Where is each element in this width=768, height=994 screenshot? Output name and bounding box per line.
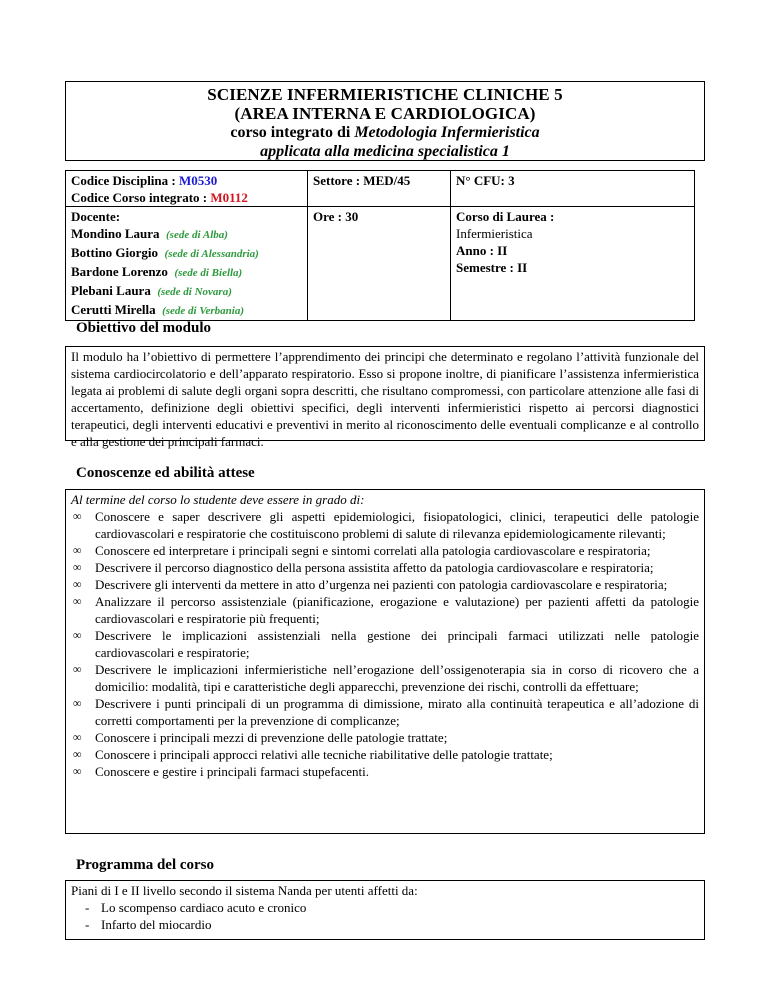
programma-box — [65, 880, 705, 940]
infinity-bullet-icon: ∞ — [73, 662, 82, 676]
programma-intro: Piani di I e II livello secondo il sistema Nanda per utenti affetti da: — [71, 883, 418, 898]
infinity-bullet-icon: ∞ — [73, 560, 82, 574]
course-integrated-line — [66, 123, 704, 142]
infinity-bullet-icon: ∞ — [73, 747, 82, 761]
conoscenze-intro: Al termine del corso lo studente deve essere in grado di: — [71, 492, 365, 507]
list-item: - Lo scompenso cardiaco acuto e cronico — [85, 900, 307, 915]
docente-row: Plebani Laura (sede di Novara) — [71, 283, 232, 298]
list-item: - Infarto del miocardio — [85, 917, 212, 932]
cfu-cell: N° CFU: 3 — [451, 171, 695, 207]
conoscenze-box — [65, 489, 705, 834]
conoscenze-list — [71, 508, 699, 780]
docente-row: Bardone Lorenzo (sede di Biella) — [71, 264, 243, 279]
docente-row: Mondino Laura (sede di Alba) — [71, 226, 228, 241]
docente-row: Bottino Giorgio (sede di Alessandria) — [71, 245, 259, 260]
codici-cell — [66, 171, 308, 207]
programma-heading: Programma del corso — [76, 857, 215, 873]
programma-list — [71, 899, 699, 933]
docente-row: Cerutti Mirella (sede di Verbania) — [71, 302, 244, 317]
codice-disciplina: Codice Disciplina : M0530 — [71, 173, 218, 188]
obiettivo-box — [65, 346, 705, 449]
list-item: ∞ Conoscere ed interpretare i principali segni e sintomi correlati alla patologia cardiovascolare e respiratoria; — [73, 543, 651, 558]
dash-bullet-icon: - — [85, 900, 90, 915]
course-integrated-prefix: corso integrato di — [230, 124, 355, 141]
dash-bullet-icon: - — [85, 917, 90, 932]
list-item: ∞ Descrivere i punti principali di un programma di dimissione, mirato alla continuità terapeutica e all’adozione di corretti comportamenti per la prevenzione di complicanze; — [73, 696, 699, 728]
codice-corso: Codice Corso integrato : M0112 — [71, 190, 248, 205]
anno: Anno : II — [456, 243, 508, 258]
codice-corso-value: M0112 — [210, 190, 248, 205]
list-item: ∞ Descrivere il percorso diagnostico della persona assistita affetto da patologia cardiovascolare e respiratoria; — [73, 560, 654, 575]
ore-cell: Ore : 30 — [308, 207, 451, 321]
infinity-bullet-icon: ∞ — [73, 509, 82, 523]
docente-label: Docente: — [71, 209, 121, 224]
list-item: ∞ Descrivere gli interventi da mettere in atto d’urgenza nei pazienti con patologia cardiovascolare e respiratoria; — [73, 577, 668, 592]
codice-disciplina-value: M0530 — [178, 173, 218, 188]
list-item: ∞ Descrivere le implicazioni assistenziali nella gestione dei principali farmaci utilizzati nelle patologie cardiovascolari e respiratorie; — [73, 628, 699, 660]
settore-cell: Settore : MED/45 — [308, 171, 451, 207]
obiettivo-heading: Obiettivo del modulo — [76, 320, 212, 336]
list-item: ∞ Conoscere i principali approcci relativi alle tecniche riabilitative delle patologie trattate; — [73, 747, 553, 762]
semestre: Semestre : II — [456, 260, 528, 275]
list-item: ∞ Conoscere e saper descrivere gli aspetti epidemiologici, fisiopatologici, clinici, terapeutici delle patologie cardiovascolari e respiratorie che costituiscono problemi di salute di rilevanza epidemiologicamente rilevanti; — [73, 509, 699, 541]
infinity-bullet-icon: ∞ — [73, 764, 82, 778]
list-item: ∞ Descrivere le implicazioni infermieristiche nell’erogazione dell’ossigenoterapia sia in corso di ricovero che a domicilio: modalità, tipi e caratteristiche degli apparecchi, prevenzione dei rischi, controlli da effettuare; — [73, 662, 699, 694]
info-table — [65, 170, 695, 321]
list-item: ∞ Analizzare il percorso assistenziale (pianificazione, erogazione e valutazione) per pazienti affetti da patologie cardiovascolari e respiratorie più frequenti; — [73, 594, 699, 626]
infinity-bullet-icon: ∞ — [73, 730, 82, 744]
infinity-bullet-icon: ∞ — [73, 594, 82, 608]
course-area: (AREA INTERNA E CARDIOLOGICA) — [234, 104, 536, 123]
list-item: ∞ Conoscere i principali mezzi di prevenzione delle patologie trattate; — [73, 730, 448, 745]
infinity-bullet-icon: ∞ — [73, 628, 82, 642]
corso-value: Infermieristica — [456, 226, 533, 241]
docenti-cell — [66, 207, 308, 321]
title-box — [65, 81, 705, 161]
infinity-bullet-icon: ∞ — [73, 696, 82, 710]
corso-cell — [451, 207, 695, 321]
obiettivo-text: Il modulo ha l’obiettivo di permettere l’apprendimento dei principi che determinato e regolano l’attività funzionale del sistema cardiocircolatorio e dell’apparato respiratorio. Esso si propone inoltre, di pianificare l’assistenza infermieristica legata ai problemi di salute degli organi sopra descritti, che risultano compromessi, con particolare attenzione alle fasi di accertamento, definizione degli obiettivi specifici, degli interventi infermieristici rispetto ai percorsi diagnostici terapeutici, degli interventi educativi e preventivi in merito al riconoscimento delle eventuali complicanze e al controllo e alla gestione dei principali farmaci. — [71, 349, 699, 449]
list-item: ∞ Conoscere e gestire i principali farmaci stupefacenti. — [73, 764, 369, 779]
course-integrated-subtitle: applicata alla medicina specialistica 1 — [260, 143, 510, 160]
course-title: SCIENZE INFERMIERISTICHE CLINICHE 5 — [207, 85, 563, 104]
course-integrated-name: Metodologia Infermieristica — [354, 124, 540, 141]
infinity-bullet-icon: ∞ — [73, 543, 82, 557]
infinity-bullet-icon: ∞ — [73, 577, 82, 591]
conoscenze-heading: Conoscenze ed abilità attese — [76, 465, 255, 481]
corso-label: Corso di Laurea : — [456, 209, 555, 224]
